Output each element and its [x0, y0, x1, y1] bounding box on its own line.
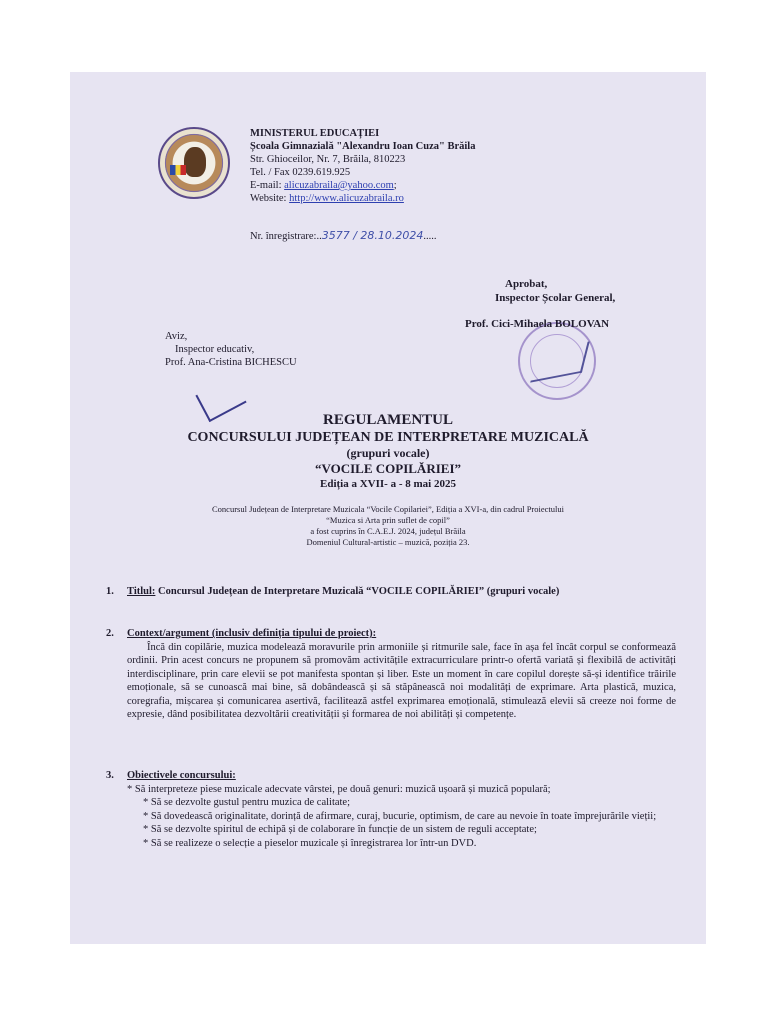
intro-note: Concursul Județean de Interpretare Muzicala “Vocile Copilariei”, Ediția a XVI-a, din cadrul Proiectului “Muzica si Arta prin suflet de copil” a fost cuprins în C.A.E.J. 2024, județul Brăila Domeniul Cultural-artistic – muzică, poziția 23.: [212, 504, 564, 547]
section-title: 1. Titlul: Concursul Județean de Interpretare Muzicală “VOCILE COPILĂRIEI” (grupuri vocale): [106, 586, 560, 597]
section-objectives: 3. Obiectivele concursului: * Să interpreteze piese muzicale adecvate vârstei, pe două genuri: muzică ușoară și muzică populară; * Să se dezvolte gustul pentru muzica de calitate; * Să dovedească originalitate, dorință de afirmare, curaj, bucurie, optimism, de care au nevoie în toate împrejurările vieții; * Să se dezvolte spiritul de echipă și de colaborare în funcție de un sistem de reguli acceptate; * Să se realizeze o selecție a pieselor muzicale și înregistrarea lor într-un DVD.: [106, 769, 676, 850]
objective-item: * Să se dezvolte gustul pentru muzica de calitate;: [143, 797, 351, 808]
objective-item: * Să interpreteze piese muzicale adecvate vârstei, pe două genuri: muzică ușoară și muzică populară;: [127, 783, 551, 795]
school-phone: Tel. / Fax 0239.619.925: [250, 167, 351, 178]
document-title: REGULAMENTUL CONCURSULUI JUDEȚEAN DE INTERPRETARE MUZICALĂ (grupuri vocale) “VOCILE COPILĂRIEI” Ediția a XVII- a - 8 mai 2025: [187, 412, 589, 490]
school-website-line: Website: http://www.alicuzabraila.ro: [250, 193, 404, 204]
section-context: 2. Context/argument (inclusiv definiția tipului de proiect): Încă din copilărie, muzica modelează moravurile prin armoniile și ritmurile sale, face în așa fel încât corpul se conformează ordinii. Prin acest concurs ne propunem să promovăm activitățile extracurriculare printr-o ofertă variată și flexibilă de activități interdisciplinare, prin care elevii se pot manifesta spontan și liber. Este un moment în care copilul dorește să-și identifice trăirile emoționale, să se cunoască mai bine, să dobândească și să stăpânească noi modalități de exprimare. Arta plastică, muzica, coregrafia, mișcarea și comunicarea asertivă, facilitează astfel exprimarea emoțională, stimulează elevii să creeze noi forme de expresie, dând posibilitatea dezvoltării creativității și formarea de noi abilități și competențe.: [106, 628, 676, 720]
approval-block: Aprobat, Inspector Școlar General,: [495, 278, 616, 304]
registration-number: Nr. înregistrare:..3577 / 28.10.2024.....: [250, 229, 437, 242]
email-link[interactable]: alicuzabraila@yahoo.com: [284, 180, 394, 191]
school-address: Str. Ghioceilor, Nr. 7, Brăila, 810223: [250, 154, 406, 165]
registration-handwritten: 3577 / 28.10.2024: [321, 229, 424, 242]
objective-item: * Să se dezvolte spiritul de echipă și de colaborare în funcție de un sistem de reguli acceptate;: [143, 824, 537, 835]
school-email-line: E-mail: alicuzabraila@yahoo.com;: [250, 180, 397, 191]
approver-name: Prof. Cici-Mihaela BOLOVAN: [465, 318, 610, 330]
document-page: [70, 72, 706, 944]
objective-item: * Să se realizeze o selecție a pieselor muzicale și înregistrarea lor într-un DVD.: [143, 837, 477, 849]
letterhead: [250, 127, 475, 205]
official-stamp: [518, 322, 596, 400]
school-seal-logo: [158, 127, 230, 199]
objective-item: * Să dovedească originalitate, dorință de afirmare, curaj, bucurie, optimism, de care au nevoie în toate împrejurările vieții;: [143, 810, 657, 822]
school-name: Școala Gimnazială "Alexandru Ioan Cuza" Brăila: [250, 141, 476, 152]
aviz-block: Aviz, Inspector educativ, Prof. Ana-Cristina BICHESCU: [165, 331, 297, 368]
ministry-name: MINISTERUL EDUCAȚIEI: [250, 128, 380, 139]
website-link[interactable]: http://www.alicuzabraila.ro: [289, 193, 404, 204]
